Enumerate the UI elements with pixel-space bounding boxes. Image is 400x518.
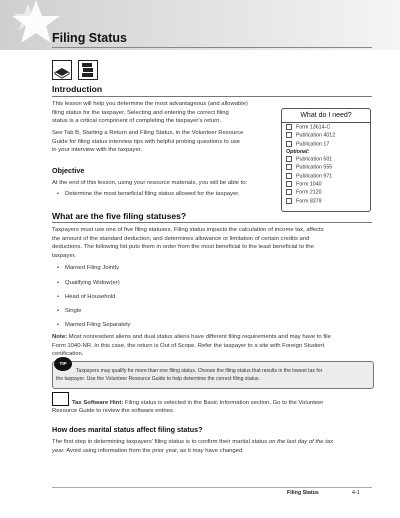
intro-divider <box>52 96 372 97</box>
checkbox-icon <box>286 141 292 147</box>
status-item: • Married Filing Jointly <box>65 264 119 273</box>
checkbox-icon <box>286 198 292 204</box>
intro-heading: Introduction <box>52 84 103 94</box>
marital-heading: How does marital status affect filing status? <box>52 425 203 434</box>
title-divider <box>52 47 372 48</box>
objective-text: At the end of this lesson, using your resource materials, you will be able to: <box>52 180 248 186</box>
status-item: • Qualifying Widow(er) <box>65 279 120 288</box>
checkbox-icon <box>286 189 292 195</box>
book-icon <box>52 60 72 80</box>
checkbox-icon <box>286 132 292 138</box>
what-do-i-need-box <box>281 108 371 212</box>
marital-paragraph: The first step in determining taxpayers' filing status is to confirm their marital status on the last day of the tax year. Avoid using information from the prior year, as it may have changed. <box>52 439 334 454</box>
intro-paragraph-1: This lesson will help you determine the most advantageous (and allowable) filing status for the taxpayer. Selecting and entering the correct filing status is a critical component of completing the taxpayer's return. <box>52 101 248 124</box>
checkbox-icon <box>286 156 292 162</box>
statuses-heading: What are the five filing statuses? <box>52 211 187 221</box>
status-item: • Single <box>65 307 81 316</box>
tip-text: Taxpayers may qualify for more than one filing status. Choose the filing status that results in the lowest tax for <box>76 368 323 374</box>
checkbox-icon <box>286 173 292 179</box>
footer-divider <box>52 487 372 488</box>
intro-paragraph-2: See Tab B, Starting a Return and Filing Status, in the Volunteer Resource Guide for filing status interview tips with helpful probing questions to use in your interview with the taxpayer. <box>52 130 244 153</box>
optional-label: Optional: <box>286 148 310 155</box>
books-icon <box>78 60 98 80</box>
page-title: Filing Status <box>52 31 127 45</box>
need-item: Form 8379 <box>282 198 370 206</box>
note-label: Note: <box>52 334 68 340</box>
need-item: Publication 555 <box>282 164 370 172</box>
need-box-title: What do I need? <box>300 112 352 119</box>
status-item: • Married Filing Separately <box>65 321 130 330</box>
need-item: Publication 4012 <box>282 132 370 140</box>
lesson-icons <box>52 60 100 84</box>
checkbox-icon <box>286 164 292 170</box>
need-item: Publication 971 <box>282 173 370 181</box>
tip-text-2: the taxpayer. Use the Volunteer Resource Guide to help determine the correct filing status. <box>56 376 260 382</box>
software-hint-label: Tax Software Hint: <box>72 400 124 406</box>
need-item: Form 1040 <box>282 181 370 189</box>
note-paragraph: Note: Most nonresident aliens and dual status aliens have different filing requirements and may have to file Form 1040-NR. In this case, the return is Out of Scope. Refer the taxpayer to a site with Foreign Student certification. <box>52 334 331 357</box>
need-item: Form 13614-C <box>282 124 370 132</box>
computer-icon <box>52 392 69 406</box>
tip-icon: TIP <box>54 357 72 371</box>
page-number: 4-1 <box>352 490 360 496</box>
software-hint: Tax Software Hint: Filing status is selected in the Basic Information section. Go to the Volunteer <box>72 400 324 406</box>
status-item: • Head of Household <box>65 293 115 302</box>
software-hint-2: Resource Guide to review the software entries. <box>52 408 175 414</box>
objective-heading: Objective <box>52 166 85 175</box>
statuses-divider <box>52 222 372 223</box>
need-item: Publication 501 <box>282 156 370 164</box>
checkbox-icon <box>286 124 292 130</box>
need-item: Publication 17 <box>282 141 370 149</box>
objective-bullet: • Determine the most beneficial filing status allowed for the taxpayer. <box>65 190 240 199</box>
statuses-paragraph: Taxpayers must use one of five filing statuses. Filing status impacts the calculation of income tax, affects the amount of the standard deduction, and determines allowance or limitation of certain credits and deductions. The following list puts them in order from the most beneficial to the least beneficial to the taxpayer. <box>52 227 324 259</box>
footer-label: Filing Status <box>287 490 319 496</box>
need-item: Form 2120 <box>282 189 370 197</box>
checkbox-icon <box>286 181 292 187</box>
